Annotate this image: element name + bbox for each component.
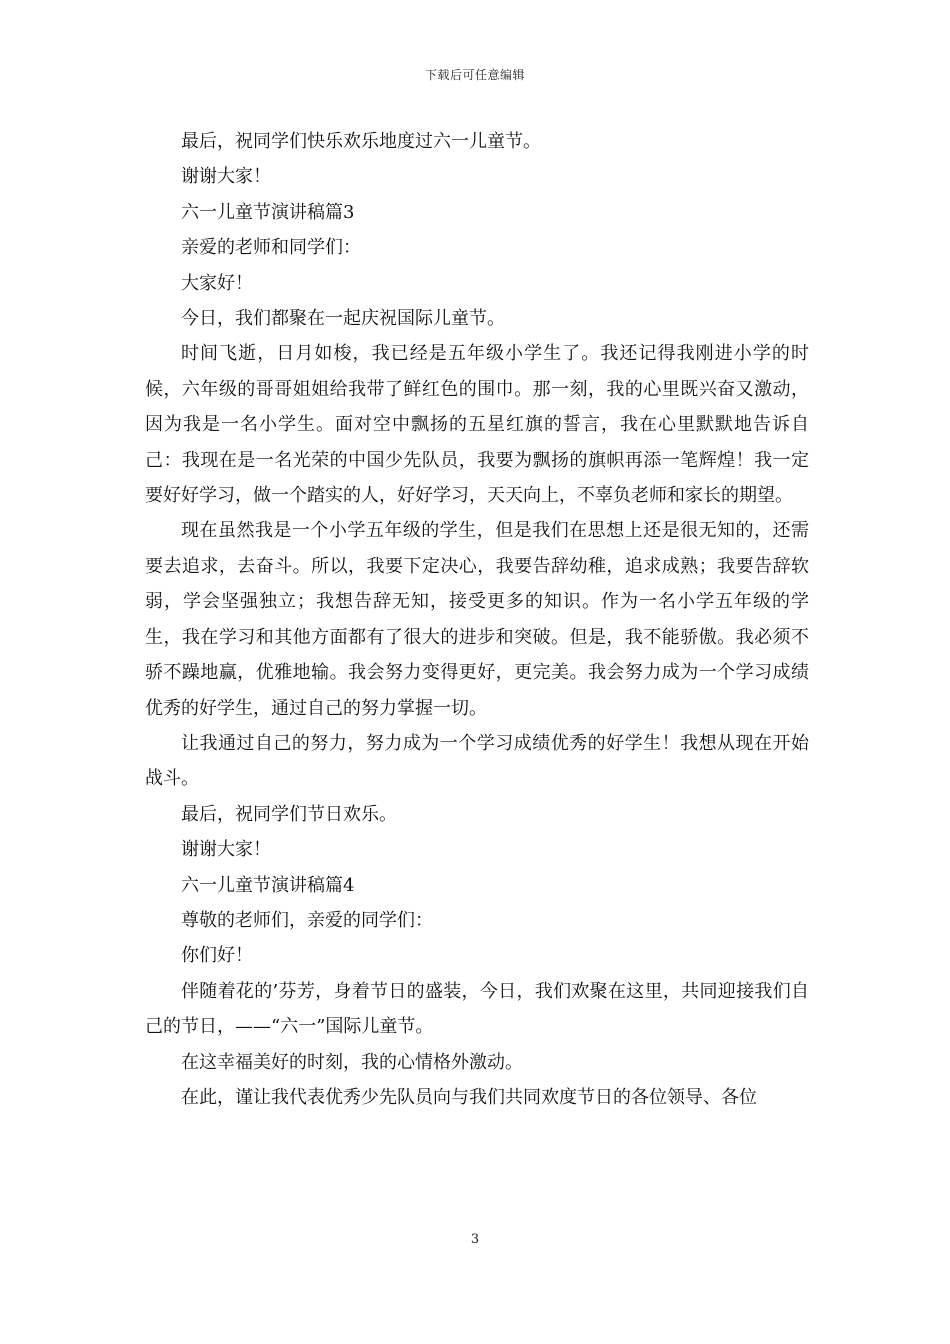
salutation: 亲爱的老师和同学们： [181, 237, 361, 259]
paragraph: 让我通过自己的努力，努力成为一个学习成绩优秀的好学生！我想从现在开始战斗。 [145, 732, 809, 790]
greeting: 大家好！ [181, 272, 253, 294]
section-heading: 六一儿童节演讲稿篇4 [181, 874, 355, 896]
paragraph: 在这幸福美好的时刻，我的心情格外激动。 [181, 1051, 523, 1073]
document-body [145, 124, 809, 1115]
paragraph: 最后，祝同学们快乐欢乐地度过六一儿童节。 [181, 131, 541, 152]
paragraph: 今日，我们都聚在一起庆祝国际儿童节。 [181, 308, 505, 330]
paragraph: 时间飞逝，日月如梭，我已经是五年级小学生了。我还记得我刚进小学的时候，六年级的哥哥姐姐给我带了鲜红色的围巾。那一刻，我的心里既兴奋又激动，因为我是一名小学生。面对空中飘扬的五星红旗的誓言，我在心里默默地告诉自己：我现在是一名光荣的中国少先队员，我要为飘扬的旗帜再添一笔辉煌！我一定要好好学习，做一个踏实的人，好好学习，天天向上，不辜负老师和家长的期望。 [145, 343, 809, 507]
paragraph: 在此，谨让我代表优秀少先队员向与我们共同欢度节日的各位领导、各位 [181, 1086, 757, 1108]
paragraph: 谢谢大家！ [181, 839, 271, 861]
page-header: 下载后可任意编辑 [424, 68, 525, 82]
salutation: 尊敬的老师们，亲爱的同学们： [181, 909, 433, 931]
greeting: 你们好！ [181, 945, 253, 967]
page-number: 3 [470, 1232, 480, 1247]
paragraph: 谢谢大家！ [181, 166, 271, 188]
paragraph: 伴随着花的’芬芳，身着节日的盛装，今日，我们欢聚在这里，共同迎接我们自己的节日，——“六一”国际儿童节。 [145, 980, 809, 1038]
paragraph: 最后，祝同学们节日欢乐。 [181, 803, 397, 825]
paragraph: 现在虽然我是一个小学五年级的学生，但是我们在思想上还是很无知的，还需要去追求，去奋斗。所以，我要下定决心，我要告辞幼稚，追求成熟；我要告辞软弱，学会坚强独立；我想告辞无知，接受更多的知识。作为一名小学五年级的学生，我在学习和其他方面都有了很大的进步和突破。但是，我不能骄傲。我必须不骄不躁地赢，优雅地输。我会努力变得更好，更完美。我会努力成为一个学习成绩优秀的好学生，通过自己的努力掌握一切。 [145, 520, 809, 719]
section-heading: 六一儿童节演讲稿篇3 [181, 201, 355, 223]
